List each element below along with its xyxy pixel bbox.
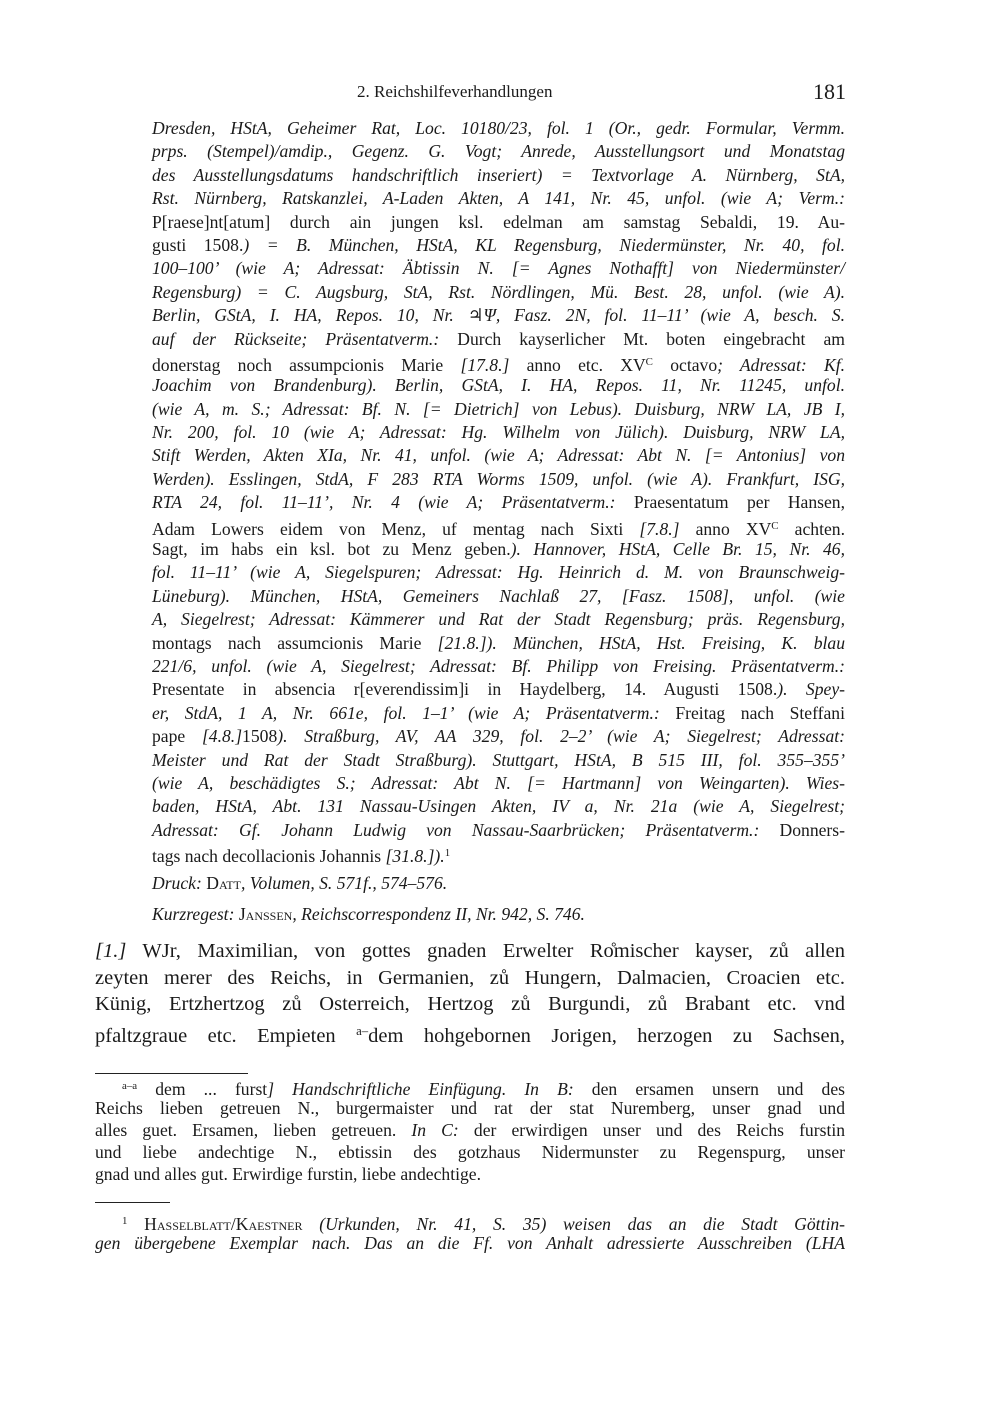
text-line	[152, 585, 845, 608]
text-segment: [1.]	[95, 940, 127, 962]
text-segment	[127, 1214, 144, 1234]
text-line	[152, 842, 845, 865]
text-segment: [4.8.]	[201, 726, 243, 747]
text-segment: ) = B. München, HStA, KL Regensburg, Niedermünster, Nr. 40, fol.	[243, 234, 845, 255]
text-segment: Datt	[206, 873, 241, 893]
text-segment: ] Handschriftliche Einfügung. In B:	[267, 1079, 574, 1099]
text-segment: In C:	[411, 1120, 459, 1140]
text-line	[152, 725, 845, 748]
text-segment: Kurzregest:	[152, 904, 239, 924]
text-line	[152, 304, 845, 327]
text-line	[95, 938, 845, 965]
text-line	[95, 1163, 845, 1185]
text-segment: , Reichscorrespondenz II, Nr. 942, S. 746.	[292, 904, 585, 924]
text-segment: Adam Lowers eidem von Menz, uf mentag nach Sixti	[152, 518, 640, 539]
text-line	[152, 772, 845, 795]
text-line	[152, 444, 845, 467]
text-segment: Durch kayserlicher Mt. boten eingebracht am	[439, 328, 845, 349]
text-segment: anno etc. XV	[509, 354, 646, 375]
text-segment: A, Siegelrest; Adressat: Kämmerer und Rat der Stadt Regensburg; präs. Regensburg,	[152, 609, 845, 630]
text-line	[95, 991, 845, 1018]
footnote-a	[95, 1075, 845, 1185]
text-segment: (wie A, beschädigtes S.; Adressat: Abt N. [= Hartmann] von Weingarten). Wies-	[152, 772, 845, 793]
text-segment: und liebe andechtige N., ebtissin des gotzhaus Nidermunster zu Regenspurg, unser	[95, 1142, 845, 1162]
text-segment: achten.	[778, 518, 845, 539]
text-line	[152, 281, 845, 304]
text-segment: montags nach assumcionis Marie	[152, 632, 438, 653]
text-line	[152, 187, 845, 210]
text-segment: pape	[152, 726, 202, 747]
text-segment: 1508	[242, 726, 278, 747]
text-line	[95, 1141, 845, 1163]
text-segment: anno XV	[679, 518, 772, 539]
text-line	[152, 117, 845, 140]
text-segment: ). Hannover, HStA, Celle Br. 15, Nr. 46,	[510, 539, 845, 560]
text-segment: gusti 1508.	[152, 234, 244, 255]
text-segment: Hasselblatt	[144, 1214, 231, 1234]
text-line	[95, 1232, 845, 1254]
text-segment: Donners-	[759, 819, 845, 840]
text-line	[152, 819, 845, 842]
text-segment: Reichs lieben getreuen N., burgermaister und rat der stat Nuremberg, unser gnad und	[95, 1098, 845, 1118]
text-segment: Freitag nach Steffani	[659, 702, 845, 723]
text-segment: Sagt, im habs ein ksl. bot zu Menz geben.	[152, 539, 511, 560]
text-line	[152, 140, 845, 163]
text-line	[152, 749, 845, 772]
print-reference	[152, 872, 845, 895]
text-segment: zeyten merer des Reichs, in Germanien, zů Hungern, Dalmacien, Croacien etc.	[95, 966, 845, 989]
text-segment: pfaltzgraue etc. Empieten	[95, 1025, 357, 1048]
text-segment: gnad und alles gut. Erwirdige furstin, liebe andechtige.	[95, 1164, 481, 1184]
text-segment: Künig, Ertzhertzog zů Osterreich, Hertzog zů Burgundi, zů Brabant etc. vnd	[95, 993, 845, 1016]
text-line	[152, 702, 845, 725]
text-line	[152, 421, 845, 444]
text-segment: tags nach decollacionis Johannis	[152, 846, 386, 867]
text-line	[152, 632, 845, 655]
text-line	[152, 328, 845, 351]
text-segment: Dresden, HStA, Geheimer Rat, Loc. 10180/23, fol. 1 (Or., gedr. Formular, Vermm.	[152, 118, 845, 138]
text-line	[95, 1210, 845, 1232]
text-segment: , Volumen, S. 571f., 574–576.	[240, 873, 448, 893]
text-segment: [7.8.]	[639, 518, 680, 539]
text-segment: octavo	[652, 354, 718, 375]
text-line	[152, 351, 845, 374]
summary-reference	[152, 903, 845, 926]
text-line	[152, 468, 845, 491]
text-segment: fol. 11–11’ (wie A, Siegelspuren; Adressat: Hg. Heinrich d. M. von Braunschweig-	[152, 562, 845, 583]
text-line	[95, 1097, 845, 1119]
text-segment: 221/6, unfol. (wie A, Siegelrest; Adressat: Bf. Philipp von Freising. Präsentatverm.:	[152, 655, 845, 676]
footnote-marker: a–a	[122, 1080, 138, 1092]
text-line	[152, 872, 845, 895]
text-segment: Joachim von Brandenburg). Berlin, GStA, I. HA, Repos. 11, Nr. 11245, unfol.	[152, 375, 845, 396]
text-segment: [17.8.]	[460, 354, 510, 375]
text-segment: /	[230, 1214, 236, 1234]
text-segment: den ersamen unsern und des	[573, 1079, 846, 1099]
text-line	[152, 257, 845, 280]
text-segment: gen übergebene Exemplar nach. Das an die Ff. von Anhalt adressierte Ausschreiben (LHA	[95, 1233, 845, 1253]
text-segment: P[raese]nt[atum] durch ain jungen ksl. edelman am samstag Sebaldi, 19. Au-	[152, 211, 845, 232]
page-number: 181	[813, 79, 846, 104]
text-segment: ). Straßburg, AV, AA 329, fol. 2–2’ (wie A; Siegelrest; Adressat:	[277, 726, 845, 747]
text-segment: dem hohgebornen Jorigen, herzogen zu Sachsen,	[368, 1025, 845, 1048]
text-segment: Druck:	[152, 873, 207, 893]
footnote-marker: C	[771, 519, 779, 532]
text-segment: Kaestner	[235, 1214, 303, 1234]
text-segment: ). Spey-	[777, 679, 845, 700]
main-text	[95, 938, 845, 1048]
text-segment: ; Adressat: Kf.	[717, 354, 845, 375]
source-apparatus	[152, 117, 845, 866]
text-line	[152, 164, 845, 187]
text-line	[152, 374, 845, 397]
text-segment: (Urkunden, Nr. 41, S. 35) weisen das an die Stadt Göttin-	[302, 1214, 845, 1234]
text-segment: des Ausstellungsdatums handschriftlich inseriert) = Textvorlage A. Nürnberg, StA,	[152, 164, 845, 185]
text-segment: prps. (Stempel)/amdip., Gegenz. G. Vogt; Anrede, Ausstellungsort und Monatstag	[152, 141, 845, 162]
footnote-1	[95, 1210, 845, 1254]
text-segment: dem ... furst	[137, 1079, 268, 1099]
text-line	[152, 491, 845, 514]
footnote-marker: a–	[356, 1024, 369, 1039]
text-line	[152, 561, 845, 584]
text-segment: auf der Rückseite; Präsentatverm.:	[152, 328, 440, 349]
text-line	[152, 903, 845, 926]
text-segment: Berlin, GStA, I. HA, Repos. 10, Nr. ♃Ψ, Fasz. 2N, fol. 11–11’ (wie A, besch. S.	[152, 305, 845, 326]
text-segment: alles guet. Ersamen, lieben getreuen.	[95, 1120, 412, 1140]
text-line	[152, 608, 845, 631]
text-segment: Presentate in absencia r[everendissim]i in Haydelberg, 14. Augusti 1508.	[152, 679, 778, 700]
text-segment: Janssen	[238, 904, 293, 924]
text-segment: [21.8.]). München, HStA, Hst. Freising, K. blau	[437, 632, 845, 653]
footnote-divider	[95, 1073, 248, 1074]
text-segment: Meister und Rat der Stadt Straßburg). Stuttgart, HStA, B 515 III, fol. 355–355’	[152, 749, 845, 770]
text-segment: [31.8.]).	[385, 846, 445, 867]
text-segment: der erwirdigen unser und des Reichs furstin	[458, 1120, 846, 1140]
text-line	[95, 1018, 845, 1048]
text-line	[152, 211, 845, 234]
text-segment: Praesentatum per Hansen,	[615, 492, 845, 513]
text-segment: Rst. Nürnberg, Ratskanzlei, A-Laden Akten, A 141, Nr. 45, unfol. (wie A; Verm.:	[152, 188, 845, 209]
text-line	[152, 538, 845, 561]
footnote-marker: 1	[122, 1215, 128, 1227]
text-segment: baden, HStA, Abt. 131 Nassau-Usingen Akten, IV a, Nr. 21a (wie A, Siegelrest;	[152, 796, 845, 817]
running-title: 2. Reichshilfeverhandlungen	[357, 82, 553, 101]
text-line	[95, 1119, 845, 1141]
text-segment: (wie A, m. S.; Adressat: Bf. N. [= Dietrich] von Lebus). Duisburg, NRW LA, JB I,	[152, 398, 845, 419]
text-segment: Regensburg) = C. Augsburg, StA, Rst. Nördlingen, Mü. Best. 28, unfol. (wie A).	[152, 281, 845, 302]
text-segment: RTA 24, fol. 11–11’, Nr. 4 (wie A; Präsentatverm.:	[152, 492, 616, 513]
text-line	[152, 678, 845, 701]
footnote-marker: C	[645, 355, 653, 368]
text-line	[95, 1075, 845, 1097]
footnote-divider	[95, 1202, 170, 1203]
text-segment: WJr, Maximilian, von gottes gnaden Erwelter Ro̊mischer kayser, zů allen	[126, 940, 845, 962]
text-segment: Nr. 200, fol. 10 (wie A; Adressat: Hg. Wilhelm von Jülich). Duisburg, NRW LA,	[152, 422, 845, 443]
text-line	[152, 655, 845, 678]
text-segment: er, StdA, 1 A, Nr. 661e, fol. 1–1’ (wie A; Präsentatverm.:	[152, 702, 660, 723]
text-segment: Adressat: Gf. Johann Ludwig von Nassau-Saarbrücken; Präsentatverm.:	[152, 819, 760, 840]
text-segment: Lüneburg). München, HStA, Gemeiners Nachlaß 27, [Fasz. 1508], unfol. (wie	[152, 585, 845, 606]
text-segment: donerstag noch assumpcionis Marie	[152, 354, 461, 375]
text-line	[95, 965, 845, 992]
text-segment: Werden). Esslingen, StdA, F 283 RTA Worms 1509, unfol. (wie A). Frankfurt, ISG,	[152, 468, 845, 489]
text-line	[152, 515, 845, 538]
text-segment: 100–100’ (wie A; Adressat: Äbtissin N. [= Agnes Nothafft] von Niedermünster/	[152, 258, 845, 279]
text-line	[152, 398, 845, 421]
footnote-marker: 1	[444, 847, 451, 860]
text-line	[152, 795, 845, 818]
text-line	[152, 234, 845, 257]
text-segment: Stift Werden, Akten XIa, Nr. 41, unfol. (wie A; Adressat: Abt N. [= Antonius] von	[152, 445, 845, 466]
